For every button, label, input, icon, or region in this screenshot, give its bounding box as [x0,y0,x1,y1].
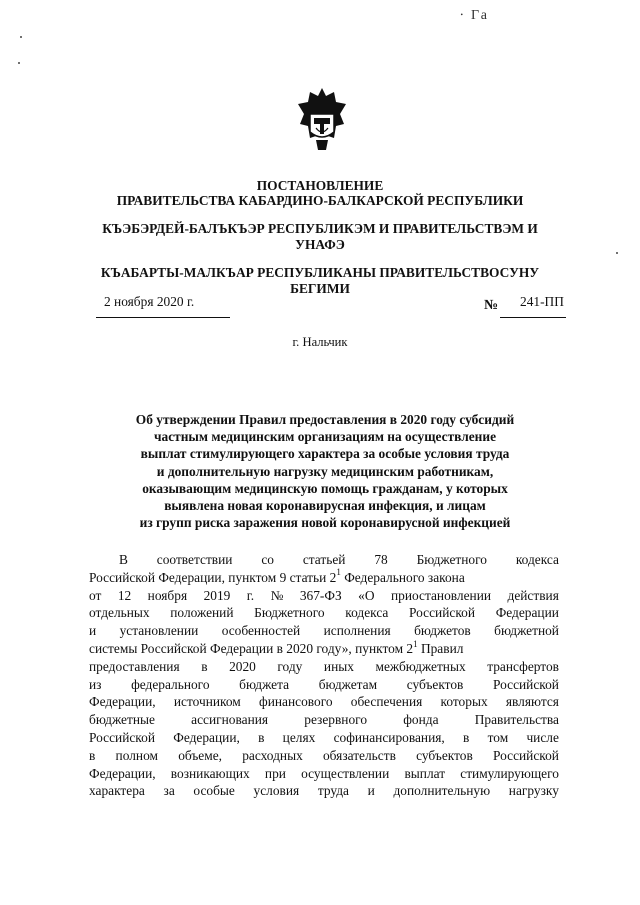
issuer-kabardian [80,221,560,253]
scan-speck [18,62,20,64]
resolution-title [90,411,560,531]
doc-type-title: ПОСТАНОВЛЕНИЕ [256,178,384,193]
number-sign: № [484,298,499,313]
city-name: г. Нальчик [292,335,348,349]
document-date: 2 ноября 2020 г. [104,294,195,309]
title-line: из групп риска заражения новой коронавирусной инфекцией [139,515,511,531]
body-line: системы Российской Федерации в 2020 году», пунктом $2^1$ Правил [89,638,464,656]
issuer-kabardian-line2: УНАФЭ [295,237,345,252]
scan-speck [20,36,22,38]
coat-of-arms-icon [296,84,348,152]
body-line: Федерации, источником финансового обеспечения которых являются [89,694,559,710]
body-line: Федерации, возникающих при осуществлении выплат стимулирующего [89,765,559,781]
corner-handwritten-mark: ∙ Га [460,8,489,23]
title-line: оказывающим медицинскую помощь гражданам, у которых [142,480,508,496]
body-line: и установлении особенностей исполнения бюджетов бюджетной [89,623,559,639]
title-line: выявлена новая коронавирусная инфекция, и лицам [164,498,486,514]
body-line: Российской Федерации, пунктом 9 статьи $2^1$ Федерального закона [89,567,465,585]
body-paragraph [89,551,559,800]
body-line: В соответствии со статьей 78 Бюджетного кодекса [119,552,559,567]
body-line: Российской Федерации, в целях софинансирования, в том числе [89,729,559,745]
title-line: и дополнительную нагрузку медицинским работникам, [156,463,494,479]
issuer-russian: ПРАВИТЕЛЬСТВА КАБАРДИНО-БАЛКАРСКОЙ РЕСПУБЛИКИ [116,193,524,208]
issuer-balkarian [80,265,560,297]
title-line: выплат стимулирующего характера за особые условия труда [140,446,510,462]
body-line: бюджетные ассигнования резервного фонда Правительства [89,712,559,728]
body-line: в полном объеме, расходных обязательств субъектов Российской [89,747,559,763]
issuer-balkarian-line2: БЕГИМИ [290,281,350,296]
document-number: 241-ПП [520,294,564,309]
title-line: Об утверждении Правил предоставления в 2020 году субсидий [135,412,515,427]
body-line: отдельных положений Бюджетного кодекса Российской Федерации [89,605,559,621]
number-underline [500,317,566,318]
body-line: из федерального бюджета бюджетам субъектов Российской [89,676,559,692]
issuer-kabardian-line1: КЪЭБЭРДЕЙ-БАЛЪКЪЭР РЕСПУБЛИКЭМ И ПРАВИТЕЛЬСТВЭМ И [102,221,538,236]
issuer-balkarian-line1: КЪАБАРТЫ-МАЛКЪАР РЕСПУБЛИКАНЫ ПРАВИТЕЛЬСТВОСУНУ [100,265,540,280]
date-underline [96,317,230,318]
body-line: предоставления в 2020 году иных межбюджетных трансфертов [89,658,559,674]
scan-speck [616,252,618,254]
title-line: частным медицинским организациям на осуществление [153,429,497,445]
body-line: характера за особые условия труда и дополнительную нагрузку [89,783,559,799]
body-line: от 12 ноября 2019 г. № 367-ФЗ «О приостановлении действия [89,587,559,603]
